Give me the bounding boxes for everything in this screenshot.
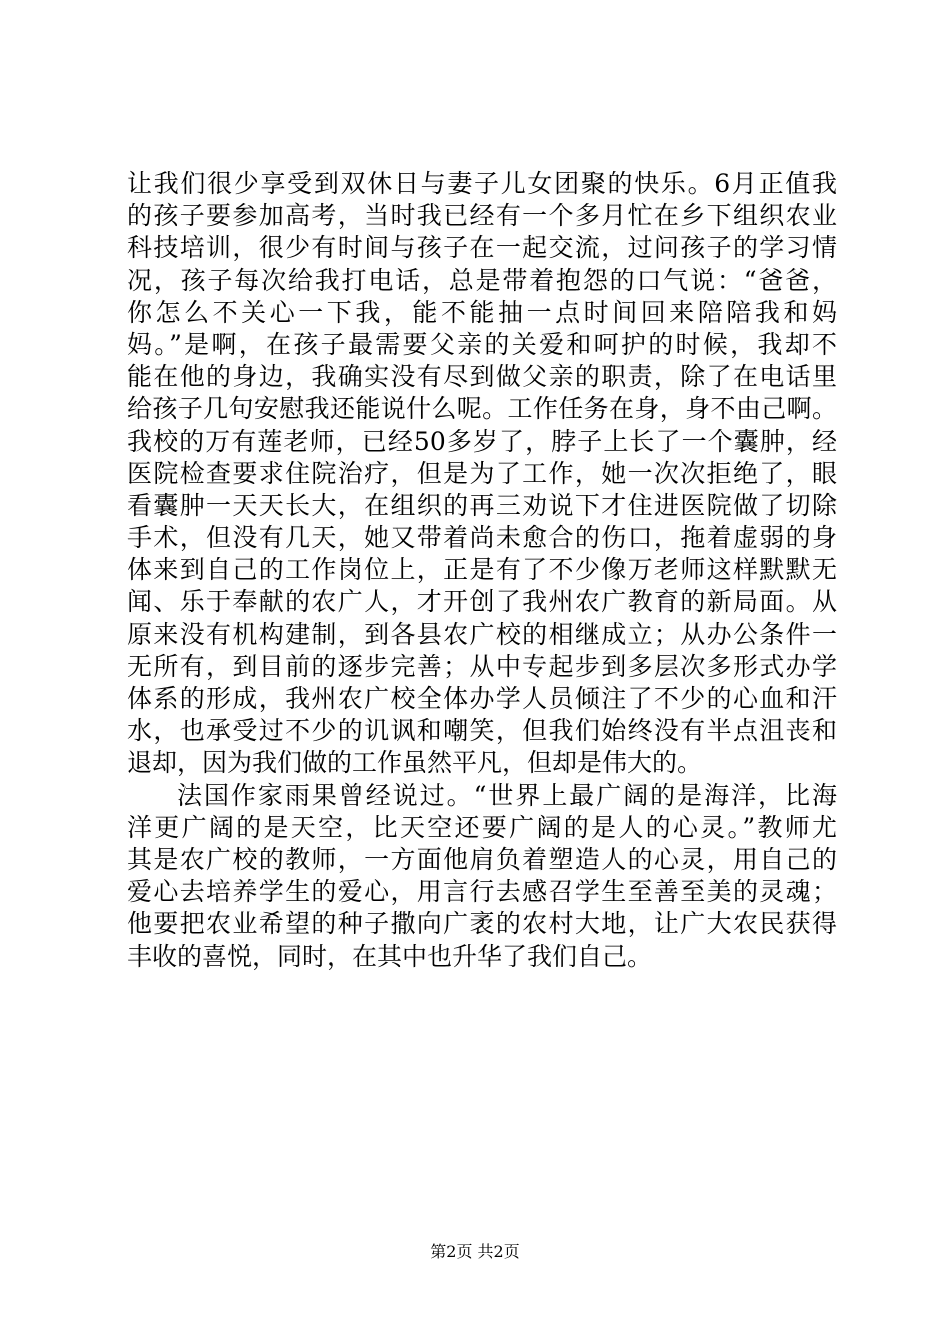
text-line: 体来到自己的工作岗位上，正是有了不少像万老师这样默默无 — [127, 555, 837, 585]
text-line: 其是农广校的教师，一方面他肩负着塑造人的心灵，用自己的 — [127, 844, 837, 874]
text-line: 原来没有机构建制，到各县农广校的相继成立；从办公条件一 — [127, 619, 837, 649]
paragraph — [127, 780, 837, 973]
text-line: 能在他的身边，我确实没有尽到做父亲的职责，除了在电话里 — [127, 362, 837, 392]
text-line: 让我们很少享受到双休日与妻子儿女团聚的快乐。6月正值我 — [127, 169, 837, 198]
text-line: 看囊肿一天天长大，在组织的再三劝说下才住进医院做了切除 — [127, 490, 837, 520]
paragraph — [127, 168, 837, 780]
document-body — [127, 168, 837, 973]
text-line: 洋更广阔的是天空，比天空还要广阔的是人的心灵。”教师尤 — [127, 812, 837, 842]
text-line: 爱心去培养学生的爱心，用言行去感召学生至善至美的灵魂； — [127, 877, 837, 907]
text-line: 无所有，到目前的逐步完善；从中专起步到多层次多形式办学 — [127, 651, 837, 681]
text-line: 给孩子几句安慰我还能说什么呢。工作任务在身，身不由己啊。 — [127, 394, 837, 424]
text-line: 他要把农业希望的种子撒向广袤的农村大地，让广大农民获得 — [127, 909, 837, 939]
text-line: 法国作家雨果曾经说过。“世界上最广阔的是海洋，比海 — [177, 780, 837, 810]
page-number: 第2页 共2页 — [430, 1242, 520, 1261]
text-line: 妈。”是啊，在孩子最需要父亲的关爱和呵护的时候，我却不 — [127, 329, 837, 359]
text-line: 体系的形成，我州农广校全体办学人员倾注了不少的心血和汗 — [127, 684, 837, 713]
text-line: 水，也承受过不少的讥讽和嘲笑，但我们始终没有半点沮丧和 — [127, 716, 837, 746]
page-footer — [0, 1240, 950, 1264]
text-line: 我校的万有莲老师，已经50多岁了，脖子上长了一个囊肿，经 — [127, 426, 837, 456]
text-line: 科技培训，很少有时间与孩子在一起交流，过问孩子的学习情 — [127, 233, 837, 263]
text-line: 况，孩子每次给我打电话，总是带着抱怨的口气说：“爸爸， — [127, 265, 837, 295]
text-line: 手术，但没有几天，她又带着尚未愈合的伤口，拖着虚弱的身 — [127, 523, 837, 553]
text-line: 退却，因为我们做的工作虽然平凡，但却是伟大的。 — [127, 748, 703, 778]
text-line: 医院检查要求住院治疗，但是为了工作，她一次次拒绝了，眼 — [127, 458, 837, 488]
text-line: 丰收的喜悦，同时，在其中也升华了我们自己。 — [127, 941, 653, 971]
text-line: 的孩子要参加高考，当时我已经有一个多月忙在乡下组织农业 — [127, 201, 837, 231]
text-line: 闻、乐于奉献的农广人，才开创了我州农广教育的新局面。从 — [127, 587, 837, 617]
text-line: 你怎么不关心一下我，能不能抽一点时间回来陪陪我和妈 — [127, 297, 837, 327]
